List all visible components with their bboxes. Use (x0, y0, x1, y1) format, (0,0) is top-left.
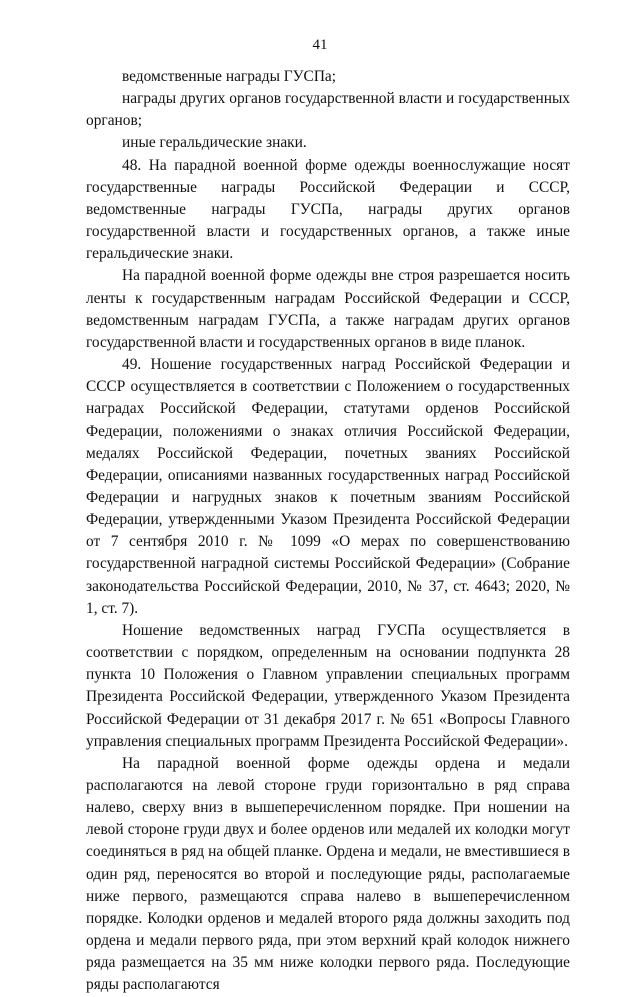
paragraph-departmental-awards-wearing: Ношение ведомственных наград ГУСПа осуществляется в соответствии с порядком, определенным на основании подпункта 28 пункта 10 Положения о Главном управлении специальных программ Президента Российской Федерации, утвержденного Указом Президента Российской Федерации от 31 декабря 2017 г. № 651 «Вопросы Главного управления специальных программ Президента Российской Федерации». (86, 621, 570, 750)
paragraph-list-item-heraldic-signs: иные геральдические знаки. (122, 134, 307, 152)
paragraph-clause-48: 48. На парадной военной форме одежды военнослужащие носят государственные награды Российской Федерации и СССР, ведомственные награды ГУСПа, награды других органов государственной власти и государственных органов, а также иные геральдические знаки. (86, 156, 570, 263)
paragraph-ribbons-off-formation: На парадной военной форме одежды вне строя разрешается носить ленты к государственным наградам Российской Федерации и СССР, ведомственным наградам ГУСПа, а также наградам других органов государственной власти и государственных органов в виде планок. (86, 267, 570, 351)
page-number: 41 (312, 37, 328, 53)
paragraph-clause-49: 49. Ношение государственных наград Российской Федерации и СССР осуществляется в соответствии с Положением о государственных наградах Российской Федерации, статутами орденов Российской Федерации, положениями о знаках отличия Российской Федерации, медалях Российской Федерации, почетных званиях Российской Федерации, описаниями названных государственных наград Российской Федерации и нагрудных знаков к почетным званиям Российской Федерации, утвержденными Указом Президента Российской Федерации от 7 сентября 2010 г. № 1099 «О мерах по совершенствованию государственной наградной системы Российской Федерации» (Собрание законодательства Российской Федерации, 2010, № 37, ст. 4643; 2020, № 1, ст. 7). (86, 356, 570, 617)
document-body (86, 66, 570, 997)
paragraph-orders-medals-placement: На парадной военной форме одежды ордена и медали располагаются на левой стороне груди горизонтально в ряд справа налево, сверху вниз в вышеперечисленном порядке. При ношении на левой стороне груди двух и более орденов или медалей их колодки могут соединяться в ряд на общей планке. Ордена и медали, не вместившиеся в один ряд, переносятся во второй и последующие ряды, располагаемые ниже первого, размещаются справа налево в вышеперечисленном порядке. Колодки орденов и медалей второго ряда должны заходить под ордена и медали первого ряда, при этом верхний край колодок нижнего ряда размещается на 35 мм ниже колодки первого ряда. Последующие ряды располагаются (86, 754, 570, 994)
paragraph-list-item-departmental-awards: ведомственные награды ГУСПа; (122, 68, 337, 85)
paragraph-list-item-other-authorities-awards: награды других органов государственной власти и государственных органов; (86, 90, 570, 130)
